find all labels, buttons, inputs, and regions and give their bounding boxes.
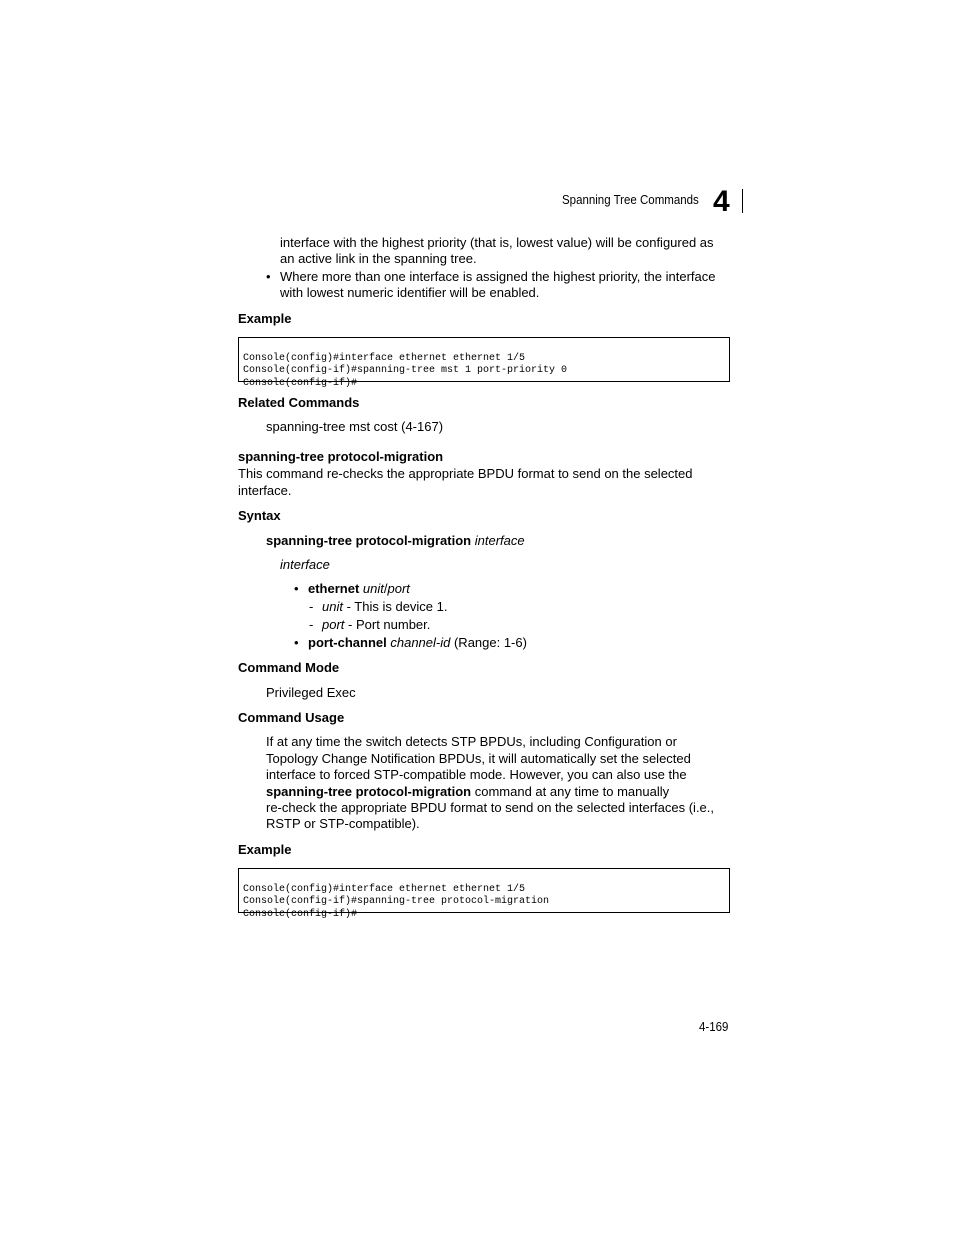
code-line: Console(config-if)#spanning-tree protocol-migration <box>243 896 550 907</box>
usage-text-rest: command at any time to manually <box>471 784 670 799</box>
dash-icon: - <box>309 599 314 614</box>
chapter-divider <box>742 189 743 213</box>
code-example-box <box>238 337 730 389</box>
option-port-channel <box>308 635 527 652</box>
syntax-command: spanning-tree protocol-migration <box>266 533 472 548</box>
usage-text-line: re-check the appropriate BPDU format to send on the selected interfaces (i.e., <box>266 800 715 815</box>
related-commands-heading: Related Commands <box>238 395 360 410</box>
sub-option-unit <box>322 599 448 616</box>
usage-text-line: interface to forced STP-compatible mode. However, you can also use the <box>266 767 687 782</box>
code-line: Console(config)#interface ethernet ethernet 1/5 <box>243 883 526 895</box>
usage-text-line: RSTP or STP-compatible). <box>266 816 420 831</box>
bullet-text-line: Where more than one interface is assigned the highest priority, the interface <box>280 269 716 284</box>
sub-option-port <box>322 617 430 634</box>
usage-text-line: Topology Change Notification BPDUs, it will automatically set the selected <box>266 751 691 766</box>
command-mode-heading: Command Mode <box>238 660 340 675</box>
syntax-line <box>266 533 525 550</box>
bullet-icon: • <box>294 581 299 596</box>
dash-icon: - <box>309 617 314 632</box>
example-heading: Example <box>238 842 292 857</box>
chapter-number: 4 <box>713 185 730 218</box>
parameter-name: interface <box>280 557 330 572</box>
syntax-parameter: interface <box>474 533 525 548</box>
sub-option-desc: - Port number. <box>344 617 431 632</box>
command-description-line: interface. <box>238 483 292 498</box>
code-line: Console(config-if)# <box>243 377 358 389</box>
option-unit: unit <box>362 581 384 596</box>
usage-text-line: If at any time the switch detects STP BPDUs, including Configuration or <box>266 734 677 749</box>
option-separator: / <box>383 581 388 596</box>
command-usage-heading: Command Usage <box>238 710 345 725</box>
option-port: port <box>387 581 410 596</box>
option-range: (Range: 1-6) <box>450 635 527 650</box>
running-header: Spanning Tree Commands <box>562 193 699 207</box>
option-keyword: ethernet <box>308 581 360 596</box>
bullet-icon: • <box>294 635 299 650</box>
intro-text-line: interface with the highest priority (that is, lowest value) will be configured as <box>280 235 714 250</box>
code-example-box <box>238 868 730 920</box>
usage-text-line <box>266 784 669 801</box>
intro-text-line: an active link in the spanning tree. <box>280 251 477 266</box>
command-mode-value: Privileged Exec <box>266 685 356 700</box>
usage-command-name: spanning-tree protocol-migration <box>266 784 472 799</box>
bullet-icon: • <box>266 269 271 284</box>
command-title: spanning-tree protocol-migration <box>238 449 444 464</box>
sub-option-name: unit <box>322 599 343 614</box>
option-keyword: port-channel <box>308 635 387 650</box>
related-command-item: spanning-tree mst cost (4-167) <box>266 419 444 434</box>
option-parameter: channel-id <box>390 635 451 650</box>
code-line: Console(config)#interface ethernet ethernet 1/5 <box>243 352 526 364</box>
example-heading: Example <box>238 311 292 326</box>
code-line: Console(config-if)# <box>243 908 358 920</box>
bullet-text-line: with lowest numeric identifier will be enabled. <box>280 285 540 300</box>
code-line: Console(config-if)#spanning-tree mst 1 port-priority 0 <box>243 365 568 376</box>
sub-option-desc: - This is device 1. <box>342 599 448 614</box>
option-ethernet <box>308 581 410 598</box>
syntax-heading: Syntax <box>238 508 281 523</box>
page-number: 4-169 <box>699 1020 729 1034</box>
command-description-line: This command re-checks the appropriate BPDU format to send on the selected <box>238 466 693 481</box>
sub-option-name: port <box>322 617 345 632</box>
